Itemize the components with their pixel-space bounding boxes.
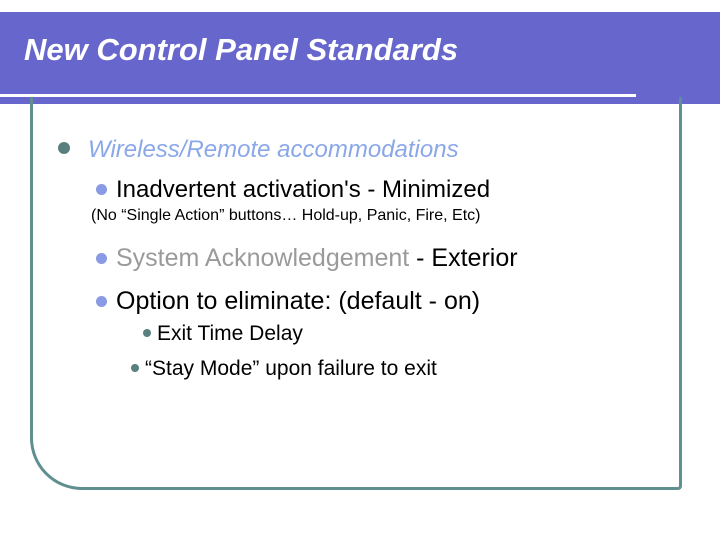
bullet-dot-icon [131,364,139,372]
bullet-dot-icon [58,142,70,154]
bullet-text-suffix: - Exterior [409,244,518,272]
bullet-text: Exit Time Delay [157,322,303,345]
bullet-dot-icon [96,184,107,195]
bullet-dot-icon [96,253,107,264]
note-text: (No “Single Action” buttons… Hold-up, Panic, Fire, Etc) [91,207,481,224]
bullet-text: “Stay Mode” upon failure to exit [145,357,437,380]
bullet-dot-icon [143,329,151,337]
bullet-text: Option to eliminate: (default - on) [116,287,481,315]
bullet-dot-icon [96,296,107,307]
title-bar [0,12,720,104]
slide-title: New Control Panel Standards [24,32,459,67]
bullet-text: Inadvertent activation's - Minimized [116,176,491,203]
bullet-text [116,244,518,273]
bullet-text-muted: System Acknowledgement [116,244,410,272]
bullet-text: Wireless/Remote accommodations [88,136,459,163]
